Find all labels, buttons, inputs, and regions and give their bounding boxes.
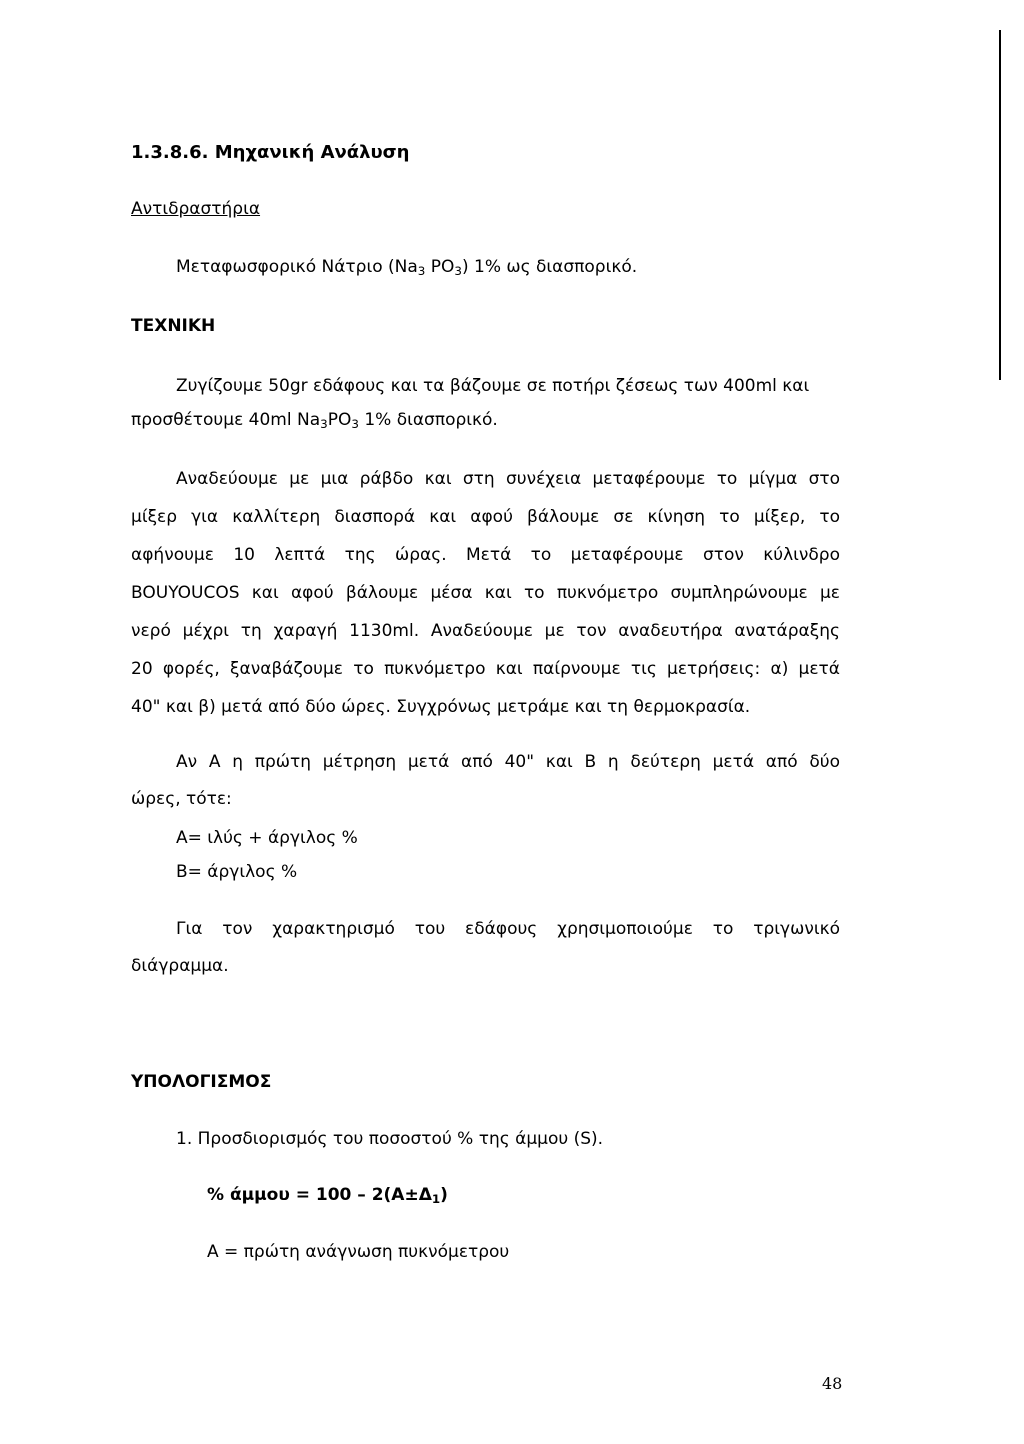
definition-a: Α= ιλύς + άργιλος % [176,828,358,848]
p1-line2-sub-1: 3 [320,417,328,431]
technique-p2-line5: νερό μέχρι τη χαραγή 1130ml. Αναδεύουμε με τον αναδευτήρα ανατάραξης [131,621,840,641]
technique-p2-line3: αφήνουμε 10 λεπτά της ώρας. Μετά το μεταφέρουμε στον κύλινδρο [131,545,840,565]
formula [207,1184,448,1206]
technique-p4-line1: Για τον χαρακτηρισμό του εδάφους χρησιμοποιούμε το τριγωνικό [176,919,840,939]
technique-p1-line2 [131,409,498,431]
formula-text-pre: % άμμου = 100 – 2(Α±Δ [207,1185,432,1205]
calc-heading: ΥΠΟΛΟΓΙΣΜΟΣ [131,1072,272,1092]
technique-p4-line2: διάγραμμα. [131,956,229,976]
reagent-text-mid: PO [425,257,455,277]
technique-p1-line1: Ζυγίζουμε 50gr εδάφους και τα βάζουμε σε ποτήρι ζέσεως των 400ml και [176,376,810,396]
technique-p2-line7: 40" και β) μετά από δύο ώρες. Συγχρόνως μετράμε και τη θερμοκρασία. [131,697,751,717]
technique-p3-line2: ώρες, τότε: [131,789,232,809]
reagent-text-pre: Μεταφωσφορικό Νάτριο (Na [176,257,418,277]
formula-sub: 1 [431,1192,441,1206]
formula-note: Α = πρώτη ανάγνωση πυκνόμετρου [207,1242,510,1262]
calc-item-1: 1. Προσδιορισμός του ποσοστού % της άμμου (S). [176,1129,604,1149]
p1-line2-mid: PO [327,410,352,430]
definition-b: Β= άργιλος % [176,862,298,882]
technique-p3-line1: Αν Α η πρώτη μέτρηση μετά από 40" και Β η δεύτερη μετά από δύο [176,752,840,772]
technique-heading: ΤΕΧΝΙΚΗ [131,316,216,336]
reagents-heading: Αντιδραστήρια [131,199,261,219]
p1-line2-post: 1% διασπορικό. [358,410,498,430]
page-number: 48 [822,1374,843,1393]
technique-p2-line1: Αναδεύουμε με μια ράβδο και στη συνέχεια μεταφέρουμε το μίγμα στο [176,469,840,489]
reagent-line [176,256,637,278]
formula-text-post: ) [440,1185,448,1205]
reagent-text-post: ) 1% ως διασπορικό. [461,257,638,277]
reagent-sub-2: 3 [454,264,462,278]
section-title: 1.3.8.6. Μηχανική Ανάλυση [131,142,410,163]
technique-p2-line2: μίξερ για καλλίτερη διασπορά και αφού βάλουμε σε κίνηση το μίξερ, το [131,507,840,527]
p1-line2-pre: προσθέτουμε 40ml Na [131,410,321,430]
technique-p2-line6: 20 φορές, ξαναβάζουμε το πυκνόμετρο και παίρνουμε τις μετρήσεις: α) μετά [131,659,840,679]
scan-edge-line [999,30,1001,380]
p1-line2-sub-2: 3 [351,417,359,431]
reagent-sub-1: 3 [417,264,426,278]
technique-p2-line4: BOUYOUCOS και αφού βάλουμε μέσα και το πυκνόμετρο συμπληρώνουμε με [131,583,840,603]
